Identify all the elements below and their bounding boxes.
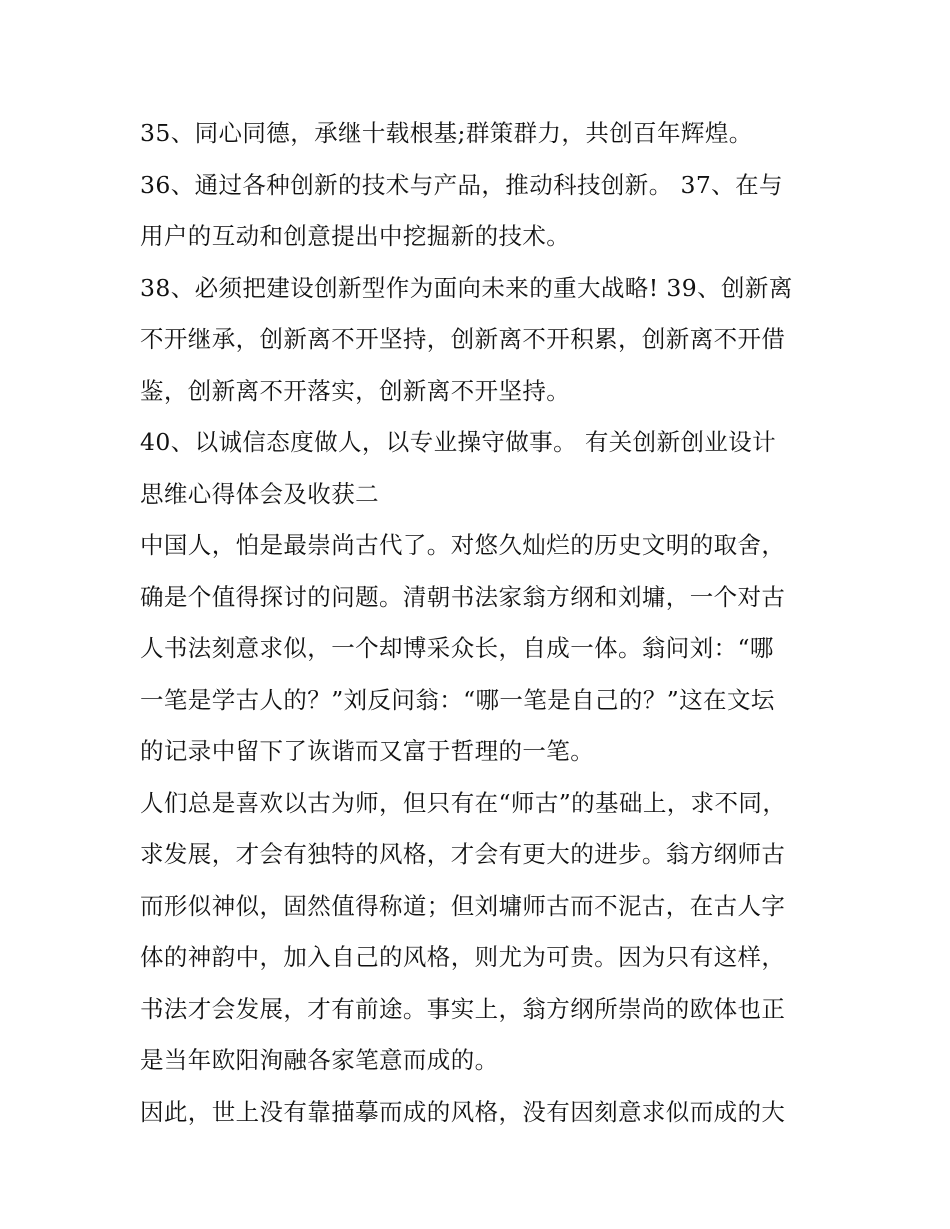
text-line: 书法才会发展，才有前途。事实上，翁方纲所崇尚的欧体也正 bbox=[140, 994, 786, 1023]
text-line: 鉴，创新离不开落实，创新离不开坚持。 bbox=[140, 376, 571, 405]
text-line: 中国人，怕是最崇尚古代了。对悠久灿烂的历史文明的取舍， bbox=[140, 531, 786, 559]
text-line: 的记录中留下了诙谐而又富于哲理的一笔。 bbox=[140, 737, 595, 765]
text-line: 求发展，才会有独特的风格，才会有更大的进步。翁方纲师古 bbox=[140, 840, 786, 868]
text-line: 不开继承，创新离不开坚持，创新离不开积累，创新离不开借 bbox=[140, 325, 786, 353]
text-line: 用户的互动和创意提出中挖掘新的技术。 bbox=[140, 222, 571, 250]
text-line: 而形似神似，固然值得称道；但刘墉师古而不泥古，在古人字 bbox=[140, 891, 786, 920]
text-line: 38、必须把建设创新型作为面向未来的重大战略! 39、创新离 bbox=[140, 273, 793, 302]
text-line: 一笔是学古人的？”刘反问翁：“哪一笔是自己的？”这在文坛 bbox=[140, 685, 775, 714]
text-line: 思维心得体会及收获二 bbox=[140, 479, 379, 508]
text-line: 人书法刻意求似，一个却博采众长，自成一体。翁问刘：“哪 bbox=[140, 634, 774, 662]
text-line: 体的神韵中，加入自己的风格，则尤为可贵。因为只有这样， bbox=[140, 943, 786, 971]
text-line: 40、以诚信态度做人，以专业操守做事。 有关创新创业设计 bbox=[140, 428, 777, 456]
document-body bbox=[140, 108, 820, 1138]
text-line: 35、同心同德，承继十载根基;群策群力，共创百年辉煌。 bbox=[140, 119, 753, 147]
text-line: 因此，世上没有靠描摹而成的风格，没有因刻意求似而成的大 bbox=[140, 1097, 786, 1126]
text-line: 是当年欧阳洵融各家笔意而成的。 bbox=[140, 1046, 499, 1074]
text-line: 人们总是喜欢以古为师，但只有在“师古”的基础上，求不同， bbox=[140, 788, 787, 817]
text-line: 确是个值得探讨的问题。清朝书法家翁方纲和刘墉，一个对古 bbox=[140, 582, 786, 611]
text-line: 36、通过各种创新的技术与产品，推动科技创新。 37、在与 bbox=[140, 170, 783, 199]
